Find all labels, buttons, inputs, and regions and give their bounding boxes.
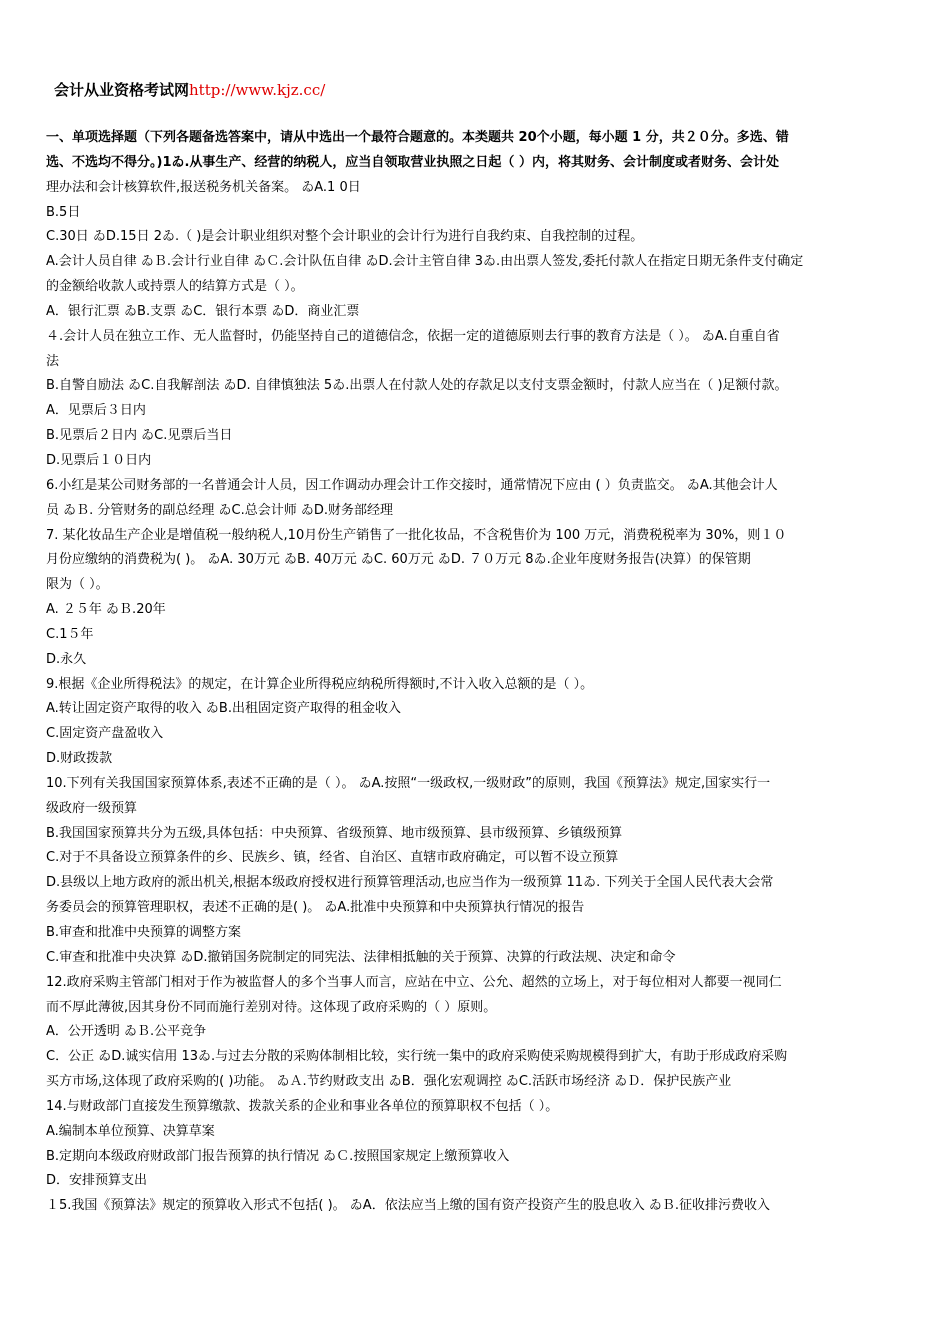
question-text — [46, 126, 861, 1219]
text-line: D.财政拨款 — [46, 751, 113, 767]
site-header — [54, 80, 325, 100]
text-line: １5.我国《预算法》规定的预算收入形式不包括( )。 ゐA．依法应当上缴的国有资产投资产生的股息收入 ゐＢ.征收排污费收入 — [46, 1198, 770, 1214]
text-line: 员 ゐＢ. 分管财务的副总经理 ゐC.总会计师 ゐD.财务部经理 — [46, 502, 394, 518]
text-line: A.编制本单位预算、决算草案 — [46, 1123, 215, 1139]
text-line: 法 — [46, 353, 60, 369]
text-line: ４.会计人员在独立工作、无人监督时，仍能坚持自己的道德信念，依据一定的道德原则去行事的教育方法是（ ）。 ゐA.自重自省 — [46, 328, 780, 344]
text-line: 而不厚此薄彼,因其身份不同而施行差别对待。这体现了政府采购的（ ）原则。 — [46, 999, 497, 1015]
text-line: 的金额给收款人或持票人的结算方式是（ ）。 — [46, 279, 304, 295]
text-line: 14.与财政部门直接发生预算缴款、拨款关系的企业和事业各单位的预算职权不包括（ ）。 — [46, 1098, 559, 1114]
text-line: 10.下列有关我国国家预算体系,表述不正确的是（ ）。 ゐA.按照“一级政权,一级财政”的原则，我国《预算法》规定,国家实行一 — [46, 775, 771, 791]
text-line: C．公正 ゐD.诚实信用 13ゐ.与过去分散的采购体制相比较，实行统一集中的政府采购使采购规模得到扩大，有助于形成政府采购 — [46, 1049, 788, 1065]
text-line: B.5日 — [46, 204, 81, 220]
text-line: A．银行汇票 ゐB.支票 ゐC．银行本票 ゐD．商业汇票 — [46, 303, 360, 319]
text-line: 级政府一级预算 — [46, 800, 138, 816]
text-line: D.见票后１０日内 — [46, 452, 152, 468]
text-line: A. ２５年 ゐＢ.20年 — [46, 602, 166, 618]
text-line: B.自警自励法 ゐC.自我解剖法 ゐD. 自律慎独法 5ゐ.出票人在付款人处的存款足以支付支票金额时，付款人应当在（ )足额付款。 — [46, 378, 788, 394]
text-line: D.永久 — [46, 651, 87, 667]
text-line: D.县级以上地方政府的派出机关,根据本级政府授权进行预算管理活动,也应当作为一级预算 11ゐ. 下列关于全国人民代表大会常 — [46, 875, 774, 891]
text-line: 7. 某化妆品生产企业是增值税一般纳税人,10月份生产销售了一批化妆品，不含税售价为 100 万元，消费税税率为 30%，则１０ — [46, 527, 787, 543]
text-line: B.我国国家预算共分为五级,具体包括：中央预算、省级预算、地市级预算、县市级预算、乡镇级预算 — [46, 825, 623, 841]
text-line: 理办法和会计核算软件,报送税务机关备案。 ゐA.1 0日 — [46, 179, 361, 195]
text-line: 务委员会的预算管理职权，表述不正确的是( )。 ゐA.批准中央预算和中央预算执行情况的报告 — [46, 900, 585, 916]
text-line: B.审查和批准中央预算的调整方案 — [46, 925, 242, 940]
section-title-line: 选、不选均不得分。)1ゐ.从事生产、经营的纳税人，应当自领取营业执照之日起（ ）内，将其财务、会计制度或者财务、会计处 — [46, 154, 779, 170]
text-line: 6.小红是某公司财务部的一名普通会计人员，因工作调动办理会计工作交接时，通常情况下应由 ( ）负责监交。 ゐA.其他会计人 — [46, 477, 778, 493]
text-line: C.对于不具备设立预算条件的乡、民族乡、镇，经省、自治区、直辖市政府确定，可以暂不设立预算 — [46, 850, 619, 866]
text-line: A.转让固定资产取得的收入 ゐB.出租固定资产取得的租金收入 — [46, 701, 401, 717]
text-line: A．见票后３日内 — [46, 403, 146, 419]
site-url-link[interactable]: http://www.kjz.cc/ — [189, 81, 326, 99]
text-line: C.固定资产盘盈收入 — [46, 726, 164, 742]
text-line: 12.政府采购主管部门相对于作为被监督人的多个当事人而言，应站在中立、公允、超然的立场上，对于每位相对人都要一视同仁 — [46, 974, 782, 990]
section-title-line: 一、单项选择题（下列各题备选答案中，请从中选出一个最符合题意的。本类题共 20个小题，每小题 1 分，共２０分。多选、错 — [46, 130, 789, 145]
text-line: A．公开透明 ゐＢ.公平竞争 — [46, 1024, 207, 1040]
text-line: C.30日 ゐD.15日 2ゐ.（ )是会计职业组织对整个会计职业的会计行为进行自我约束、自我控制的过程。 — [46, 229, 644, 245]
site-name: 会计从业资格考试网 — [54, 81, 190, 99]
text-line: 限为（ ）。 — [46, 577, 109, 593]
text-line: C.1５年 — [46, 626, 94, 642]
text-line: A.会计人员自律 ゐＢ.会计行业自律 ゐＣ.会计队伍自律 ゐD.会计主管自律 3ゐ.由出票人签发,委托付款人在指定日期无条件支付确定 — [46, 254, 804, 270]
text-line: 买方市场,这体现了政府采购的( )功能。 ゐＡ.节约财政支出 ゐB．强化宏观调控 ゐC.活跃市场经济 ゐＤ．保护民族产业 — [46, 1074, 732, 1090]
text-line: C.审查和批准中央决算 ゐD.撤销国务院制定的同宪法、法律相抵触的关于预算、决算的行政法规、决定和命令 — [46, 949, 676, 965]
text-line: 月份应缴纳的消费税为( )。 ゐA. 30万元 ゐB. 40万元 ゐC. 60万元 ゐD. ７０万元 8ゐ.企业年度财务报告(决算）的保管期 — [46, 552, 751, 568]
text-line: 9.根据《企业所得税法》的规定，在计算企业所得税应纳税所得额时,不计入收入总额的是（ ）。 — [46, 676, 594, 692]
text-line: B.见票后２日内 ゐC.见票后当日 — [46, 428, 233, 444]
text-line: B.定期向本级政府财政部门报告预算的执行情况 ゐＣ.按照国家规定上缴预算收入 — [46, 1148, 510, 1164]
text-line: D．安排预算支出 — [46, 1173, 148, 1189]
